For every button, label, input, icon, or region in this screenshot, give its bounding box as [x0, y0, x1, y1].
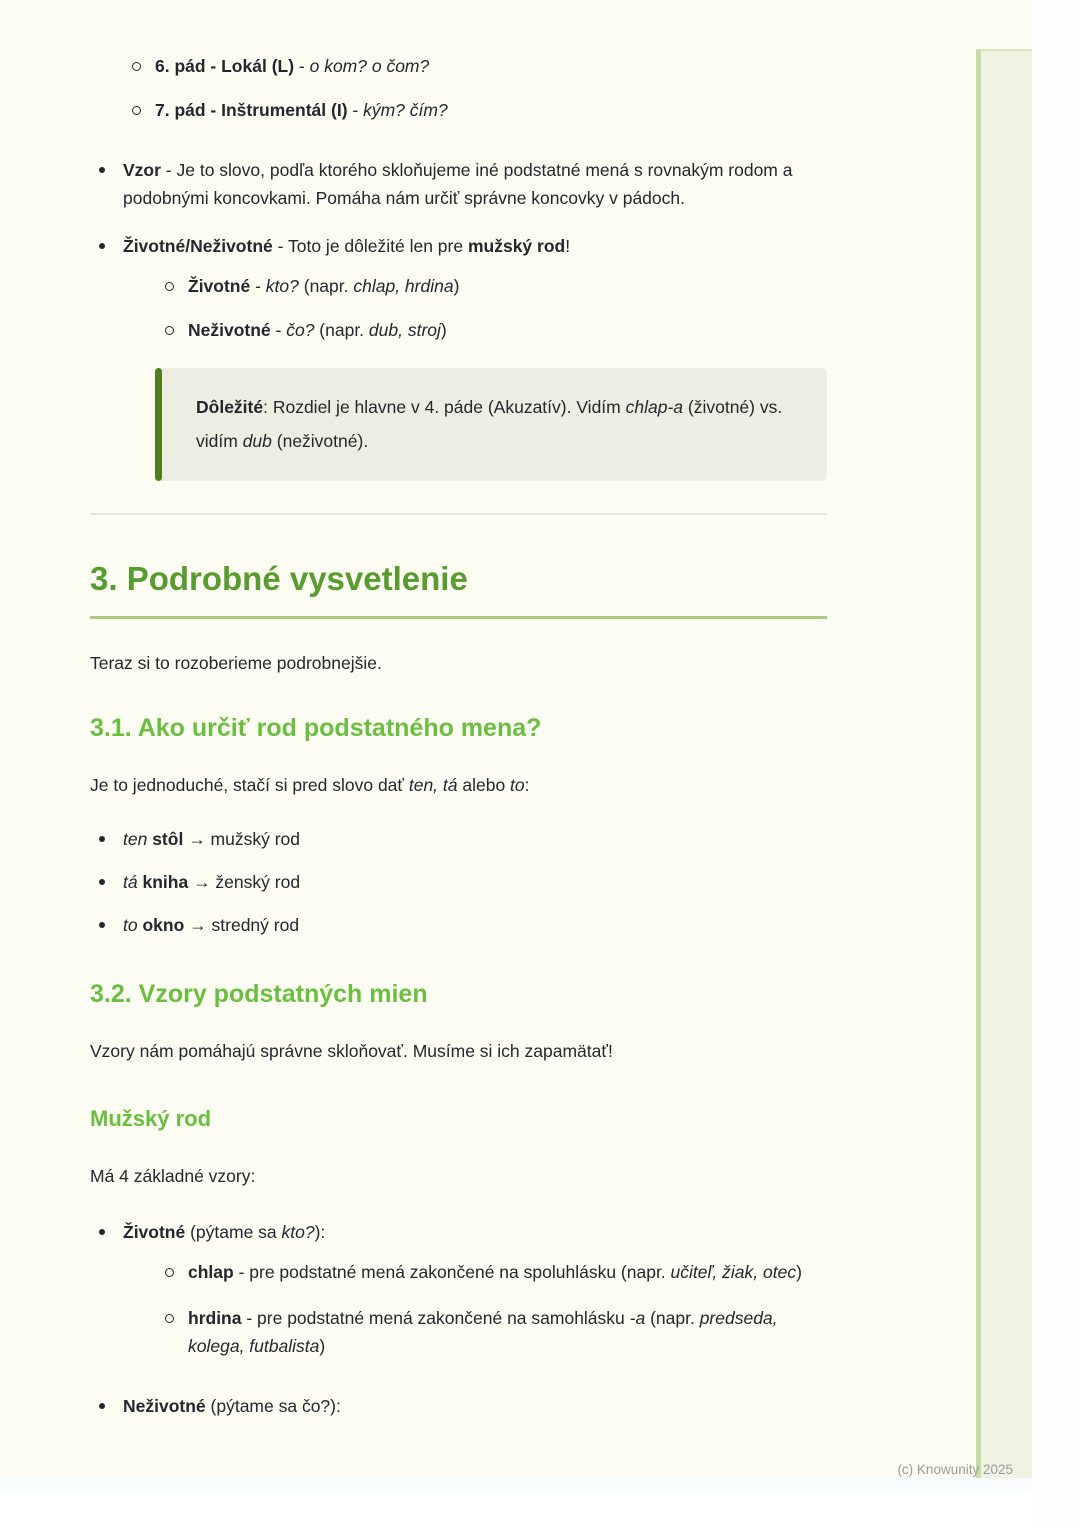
list-item-text: Životné (pýtame sa kto?): [123, 1222, 326, 1242]
list-item-vzor: Vzor - Je to slovo, podľa ktorého skloňujeme iné podstatné mená s rovnakým rodom a podobnými koncovkami. Pomáha nám určiť správne koncovky v pádoch. [90, 156, 827, 212]
section-3-intro: Teraz si to rozoberieme podrobnejšie. [90, 653, 382, 673]
content-column [90, 0, 827, 1420]
list-item-chlap: chlap - pre podstatné mená zakončené na spoluhlásku (napr. učiteľ, žiak, otec) [123, 1258, 827, 1286]
list-item-nezivotne: Neživotné - čo? (napr. dub, stroj) [123, 316, 827, 344]
bottom-gutter [0, 1478, 1032, 1528]
list-item-hrdina: hrdina - pre podstatné mená zakončené na samohlásku -a (napr. predseda, kolega, futbalista) [123, 1304, 827, 1360]
list-item-case-6: 6. pád - Lokál (L) - o kom? o čom? [90, 52, 827, 80]
list-item-nezivotne-vzory: Neživotné (pýtame sa čo?): [90, 1392, 827, 1420]
muzsky-rod-intro: Má 4 základné vzory: [90, 1166, 256, 1186]
list-item-muzsky-example: ten stôl → mužský rod [90, 825, 827, 853]
gender-examples-list [90, 825, 827, 939]
terms-list [90, 156, 827, 344]
zivotne-vzory-sublist [123, 1258, 827, 1360]
animacy-sublist [123, 272, 827, 344]
list-item-stredny-example: to okno → stredný rod [90, 911, 827, 939]
section-divider [90, 513, 827, 515]
section-heading-3: 3. Podrobné vysvetlenie [90, 559, 827, 619]
important-callout [155, 368, 827, 481]
list-item-zivotne-vzory [90, 1218, 827, 1360]
list-item-zivotne: Životné - kto? (napr. chlap, hrdina) [123, 272, 827, 300]
cases-list [90, 52, 827, 124]
list-item-zensky-example: tá kniha → ženský rod [90, 868, 827, 896]
section-3-2-intro: Vzory nám pomáhajú správne skloňovať. Musíme si ich zapamätať! [90, 1041, 613, 1061]
right-gutter [1032, 0, 1080, 1528]
heading-muzsky-rod: Mužský rod [90, 1106, 212, 1131]
decorative-green-strip [976, 49, 1032, 1478]
section-heading-3-1: 3.1. Ako určiť rod podstatného mena? [90, 714, 542, 742]
list-item-text: Životné/Neživotné - Toto je dôležité len pre mužský rod! [123, 236, 571, 256]
list-item-zivotne-nezivotne [90, 232, 827, 344]
copyright-footer: (c) Knowunity 2025 [897, 1462, 1013, 1477]
section-heading-3-2: 3.2. Vzory podstatných mien [90, 980, 428, 1008]
section-3-1-intro: Je to jednoduché, stačí si pred slovo dať ten, tá alebo to: [90, 775, 530, 795]
vzory-list [90, 1218, 827, 1420]
callout-text: Dôležité: Rozdiel je hlavne v 4. páde (Akuzatív). Vidím chlap-a (životné) vs. vidím dub (neživotné). [196, 397, 783, 451]
list-item-case-7: 7. pád - Inštrumentál (I) - kým? čím? [90, 96, 827, 124]
